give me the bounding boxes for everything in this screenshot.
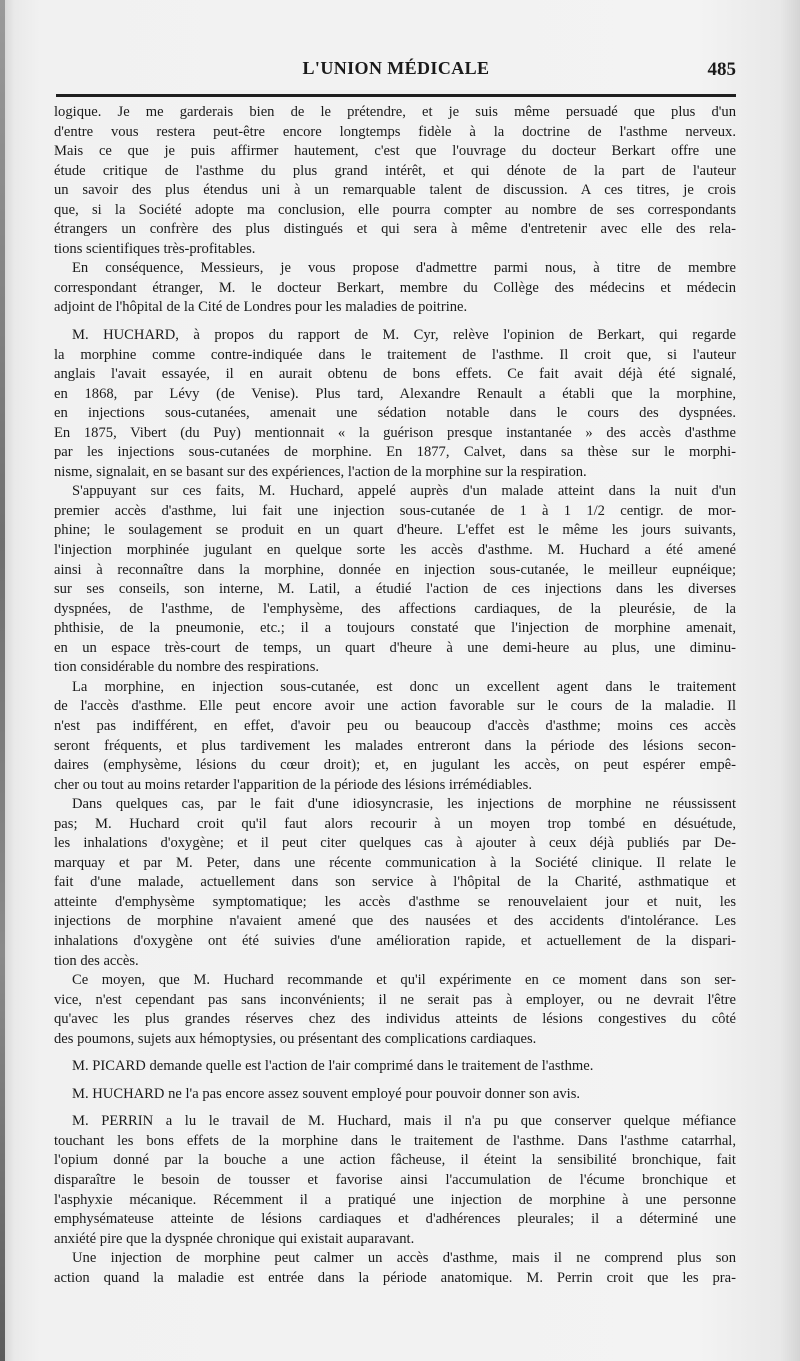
text-line: cher ou tout au moins retarder l'apparition de la période des lésions irrémédiables. (54, 776, 532, 793)
paragraph (54, 103, 736, 259)
text-line: anglais l'avait essayée, il en aurait obtenu de bons effets. Ce fait avait déjà été signalé, (54, 366, 736, 383)
page-number: 485 (707, 59, 736, 80)
text-line: étrangers un confrère des plus distingués et qui sera à même d'entretenir avec elle des rela- (54, 221, 736, 238)
text-line: Mais ce que je puis affirmer hautement, c'est que l'ouvrage du docteur Berkart offre une (54, 143, 736, 160)
text-line: l'asphyxie mécanique. Récemment il a pratiqué une injection de morphine à une personne (54, 1191, 736, 1208)
text-line: tion considérable du nombre des respirations. (54, 659, 320, 676)
text-line: correspondant étranger, M. le docteur Berkart, membre du Collège des médecins et médecin (54, 279, 736, 296)
text-line: atteinte d'emphysème symptomatique; les accès d'asthme se renouvelaient jour et nuit, les (54, 893, 736, 910)
text-line: phthisie, de la pneumonie, etc.; il a toujours constaté que l'injection de morphine amenait, (54, 620, 736, 637)
text-line: les inhalations d'oxygène; et il peut citer quelques cas à ajouter à ceux déjà publiés par De- (54, 835, 736, 852)
text-line: vice, n'est cependant pas sans inconvénients; il ne serait pas à employer, ou ne devrait l'être (54, 991, 736, 1008)
text-line: M. PICARD demande quelle est l'action de l'air comprimé dans le traitement de l'asthme. (72, 1058, 594, 1075)
text-line: n'est pas indifférent, en effet, d'avoir peu ou beaucoup d'accès d'asthme; moins ces accès (54, 717, 736, 734)
paragraph (54, 326, 736, 482)
text-line: M. HUCHARD, à propos du rapport de M. Cyr, relève l'opinion de Berkart, qui regarde (72, 327, 736, 344)
text-line: En conséquence, Messieurs, je vous propose d'admettre parmi nous, à titre de membre (72, 260, 736, 277)
text-line: en 1868, par Lévy (de Venise). Plus tard, Alexandre Renault a établi que la morphine, (54, 385, 736, 402)
text-line: La morphine, en injection sous-cutanée, est donc un excellent agent dans le traitement (72, 678, 736, 695)
text-line: la morphine comme contre-indiquée dans le traitement de l'asthme. Il croit que, si l'auteur (54, 346, 736, 363)
text-line: action quand la maladie est entrée dans la période anatomique. M. Perrin croit que les pra- (54, 1269, 736, 1286)
body-text (54, 103, 736, 1288)
text-line: de l'accès d'asthme. Elle peut encore avoir une action favorable sur le cours de la maladie. Il (54, 698, 736, 715)
text-line: que, si la Société adopte ma conclusion, elle pourra compter au nombre de ses correspondants (54, 201, 736, 218)
page-edge-shadow (0, 0, 5, 1361)
text-line: ainsi à reconnaître dans la morphine, donnée en injection sous-cutanée, le meilleur eupnéique; (54, 561, 736, 578)
paragraph (54, 1112, 736, 1249)
text-line: en un espace très-court de temps, un quart d'heure à une demi-heure au plus, une diminu- (54, 639, 736, 656)
text-line: phine; le soulagement se produit en un quart d'heure. L'effet est le même les jours suivants, (54, 522, 736, 539)
page-header (56, 56, 736, 90)
text-line: par les injections sous-cutanées de morphine. En 1877, Calvet, dans sa thèse sur le morphi- (54, 444, 736, 461)
text-line: pas; M. Huchard croit qu'il faut alors recourir à un moyen trop tombé en désuétude, (54, 815, 736, 832)
paragraph (54, 1085, 736, 1105)
text-line: des poumons, sujets aux hémoptysies, ou présentant des complications cardiaques. (54, 1030, 537, 1047)
running-title: L'UNION MÉDICALE (302, 58, 490, 78)
text-line: en injections sous-cutanées, amenait une sédation notable dans le cours des dyspnées. (54, 405, 736, 422)
text-line: M. PERRIN a lu le travail de M. Huchard, mais il n'a pu que conserver quelque méfiance (72, 1113, 736, 1130)
text-line: adjoint de l'hôpital de la Cité de Londres pour les maladies de poitrine. (54, 299, 468, 316)
paragraph (54, 482, 736, 677)
text-line: Ce moyen, que M. Huchard recommande et qu'il expérimente en ce moment dans son ser- (72, 972, 736, 989)
text-line: premier accès d'asthme, lui fait une injection sous-cutanée de 1 à 1 1/2 centigr. de mor- (54, 502, 736, 519)
text-line: tions scientifiques très-profitables. (54, 240, 256, 257)
text-line: daires (emphysème, lésions du cœur droit); et, en jugulant les accès, on peut espérer empê- (54, 757, 736, 774)
text-line: Une injection de morphine peut calmer un accès d'asthme, mais il ne comprend plus son (72, 1250, 736, 1267)
paragraph (54, 1249, 736, 1288)
text-line: M. HUCHARD ne l'a pas encore assez souvent employé pour pouvoir donner son avis. (72, 1085, 581, 1102)
text-line: fait d'une malade, actuellement dans son service à l'hôpital de la Charité, asthmatique et (54, 874, 736, 891)
paragraph (54, 971, 736, 1049)
text-line: l'injection morphinée jugulant en quelque sorte les accès d'asthme. M. Huchard a été amené (54, 542, 736, 559)
text-line: seront fréquents, et plus tardivement les malades entreront dans la période des lésions secon- (54, 737, 736, 754)
text-line: En 1875, Vibert (du Puy) mentionnait « la guérison presque instantanée » des accès d'asthme (54, 424, 736, 441)
paragraph (54, 259, 736, 318)
text-line: nisme, signalait, en se basant sur des expériences, l'action de la morphine sur la respiration. (54, 463, 587, 480)
text-line: logique. Je me garderais bien de le prétendre, et je suis même persuadé que plus d'un (54, 104, 736, 120)
text-line: touchant les bons effets de la morphine dans le traitement de l'asthme. Dans l'asthme catarrhal, (54, 1132, 736, 1149)
text-line: étude critique de l'asthme du plus grand intérêt, et qui dénote de la part de l'auteur (54, 162, 736, 179)
text-line: disparaître le besoin de tousser et favorise ainsi l'accumulation de l'écume bronchique et (54, 1171, 736, 1188)
text-line: S'appuyant sur ces faits, M. Huchard, appelé auprès d'un malade atteint dans la nuit d'un (72, 483, 736, 500)
paragraph (54, 1057, 736, 1077)
text-line: inhalations d'oxygène ont été suivies d'une amélioration rapide, et actuellement de la dispari- (54, 932, 736, 949)
text-line: d'entre vous restera peut-être encore longtemps fidèle à la doctrine de l'asthme nerveux. (54, 123, 736, 140)
paragraph (54, 678, 736, 795)
header-rule (56, 94, 736, 97)
text-line: emphysémateuse atteinte de lésions cardiaques et d'adhérences pleurales; il a déterminé une (54, 1211, 736, 1228)
text-line: anxiété pire que la dyspnée chronique qui existait auparavant. (54, 1230, 415, 1247)
text-line: Dans quelques cas, par le fait d'une idiosyncrasie, les injections de morphine ne réussissent (72, 796, 736, 813)
text-line: marquay et par M. Peter, dans une récente communication à la Société clinique. Il relate le (54, 854, 736, 871)
paragraph (54, 795, 736, 971)
text-line: tion des accès. (54, 952, 139, 969)
text-line: l'opium donné par la bouche a une action fâcheuse, il éteint la sensibilité bronchique, fait (54, 1152, 736, 1169)
text-line: un savoir des plus étendus uni à un remarquable talent de discussion. A ces titres, je crois (54, 182, 736, 199)
text-line: dyspnées, de l'asthme, de l'emphysème, des affections cardiaques, de la pleurésie, de la (54, 600, 736, 617)
text-line: sur ses conseils, son interne, M. Latil, a étudié l'action de ces injections dans les diverses (54, 581, 736, 598)
text-line: injections de morphine n'avaient amené que des nausées et des accidents d'intolérance. Les (54, 913, 736, 930)
text-line: qu'avec les plus grandes réserves chez des individus atteints de lésions congestives du côté (54, 1011, 736, 1028)
